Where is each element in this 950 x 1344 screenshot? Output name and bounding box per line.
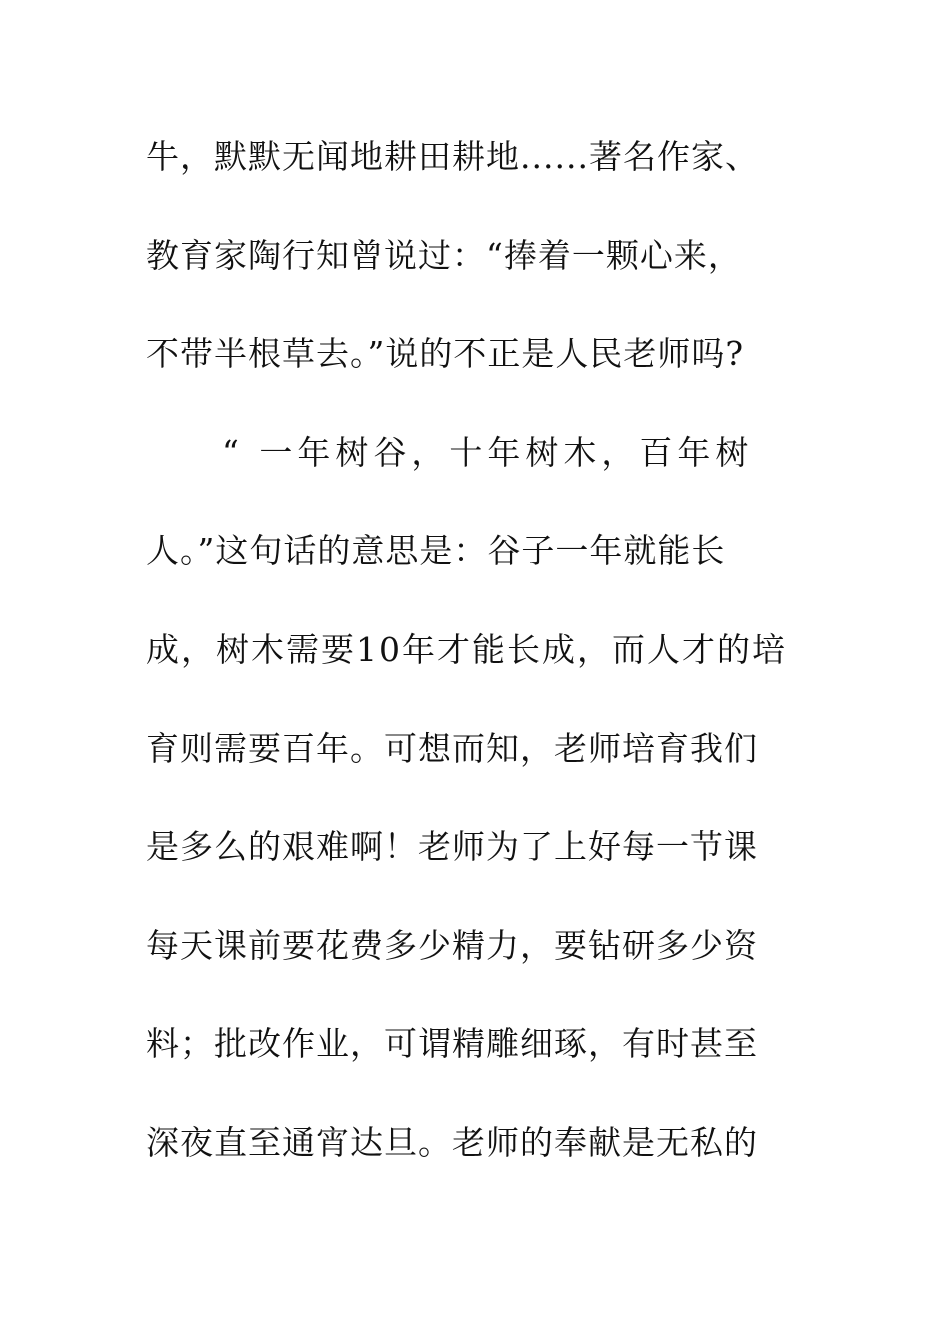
text-line-7: 育则需要百年。可想而知，老师培育我们 [146,728,758,768]
text-line-5: 人。”这句话的意思是：谷子一年就能长 [146,531,726,571]
text-line-4: “ 一年树谷，十年树木，百年树 [146,432,754,472]
text-line-2: 教育家陶行知曾说过：“捧着一颗心来， [146,235,742,275]
text-line-9: 每天课前要花费多少精力，要钻研多少资 [146,925,758,965]
text-line-3: 不带半根草去。”说的不正是人民老师吗? [146,334,745,374]
text-line-10: 料；批改作业，可谓精雕细琢，有时甚至 [146,1024,758,1064]
text-line-8: 是多么的艰难啊！老师为了上好每一节课 [146,827,758,867]
body-text [146,126,846,1211]
text-line-11: 深夜直至通宵达旦。老师的奉献是无私的 [146,1122,758,1162]
text-line-1: 牛，默默无闻地耕田耕地......著名作家、 [146,137,759,176]
text-line-6: 成，树木需要10年才能长成，而人才的培 [146,629,787,669]
